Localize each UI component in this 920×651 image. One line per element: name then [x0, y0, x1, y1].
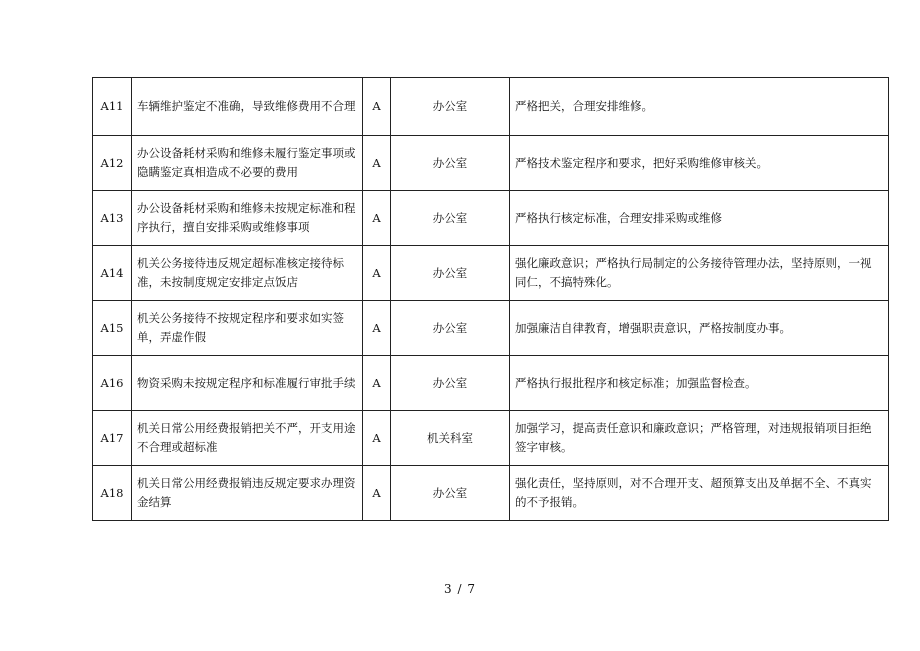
risk-level: A [363, 246, 391, 301]
risk-level: A [363, 466, 391, 521]
risk-description: 机关公务接待违反规定超标准核定接待标准，未按制度规定安排定点饭店 [132, 246, 363, 301]
table-row [93, 301, 889, 356]
table-row [93, 466, 889, 521]
risk-code: A16 [93, 356, 132, 411]
responsible-department: 办公室 [391, 301, 510, 356]
responsible-department: 办公室 [391, 78, 510, 136]
page-number: 3 / 7 [444, 582, 476, 596]
risk-code: A17 [93, 411, 132, 466]
risk-description: 机关日常公用经费报销违反规定要求办理资金结算 [132, 466, 363, 521]
table-row [93, 356, 889, 411]
table-row [93, 246, 889, 301]
responsible-department: 机关科室 [391, 411, 510, 466]
table-row [93, 136, 889, 191]
risk-level: A [363, 411, 391, 466]
risk-level: A [363, 136, 391, 191]
control-measures: 强化责任，坚持原则，对不合理开支、超预算支出及单据不全、不真实的不予报销。 [510, 466, 889, 521]
control-measures: 严格执行核定标准，合理安排采购或维修 [510, 191, 889, 246]
table-row [93, 411, 889, 466]
risk-level: A [363, 191, 391, 246]
risk-level: A [363, 356, 391, 411]
responsible-department: 办公室 [391, 191, 510, 246]
control-measures: 严格把关，合理安排维修。 [510, 78, 889, 136]
table-row [93, 78, 889, 136]
responsible-department: 办公室 [391, 356, 510, 411]
risk-description: 物资采购未按规定程序和标准履行审批手续 [132, 356, 363, 411]
control-measures: 严格执行报批程序和核定标准；加强监督检查。 [510, 356, 889, 411]
risk-code: A15 [93, 301, 132, 356]
control-measures: 强化廉政意识；严格执行局制定的公务接待管理办法，坚持原则，一视同仁，不搞特殊化。 [510, 246, 889, 301]
risk-code: A12 [93, 136, 132, 191]
table-row [93, 191, 889, 246]
risk-code: A14 [93, 246, 132, 301]
risk-description: 办公设备耗材采购和维修未履行鉴定事项或隐瞒鉴定真相造成不必要的费用 [132, 136, 363, 191]
control-measures: 严格技术鉴定程序和要求，把好采购维修审核关。 [510, 136, 889, 191]
risk-description: 机关公务接待不按规定程序和要求如实签单，弄虚作假 [132, 301, 363, 356]
control-measures: 加强廉洁自律教育，增强职责意识，严格按制度办事。 [510, 301, 889, 356]
risk-description: 机关日常公用经费报销把关不严，开支用途不合理或超标准 [132, 411, 363, 466]
risk-code: A13 [93, 191, 132, 246]
responsible-department: 办公室 [391, 246, 510, 301]
risk-control-table [92, 77, 889, 521]
risk-code: A11 [93, 78, 132, 136]
risk-level: A [363, 78, 391, 136]
risk-code: A18 [93, 466, 132, 521]
responsible-department: 办公室 [391, 466, 510, 521]
risk-description: 车辆维护鉴定不准确，导致维修费用不合理 [132, 78, 363, 136]
risk-description: 办公设备耗材采购和维修未按规定标准和程序执行，擅自安排采购或维修事项 [132, 191, 363, 246]
risk-level: A [363, 301, 391, 356]
responsible-department: 办公室 [391, 136, 510, 191]
control-measures: 加强学习，提高责任意识和廉政意识；严格管理，对违规报销项目拒绝签字审核。 [510, 411, 889, 466]
